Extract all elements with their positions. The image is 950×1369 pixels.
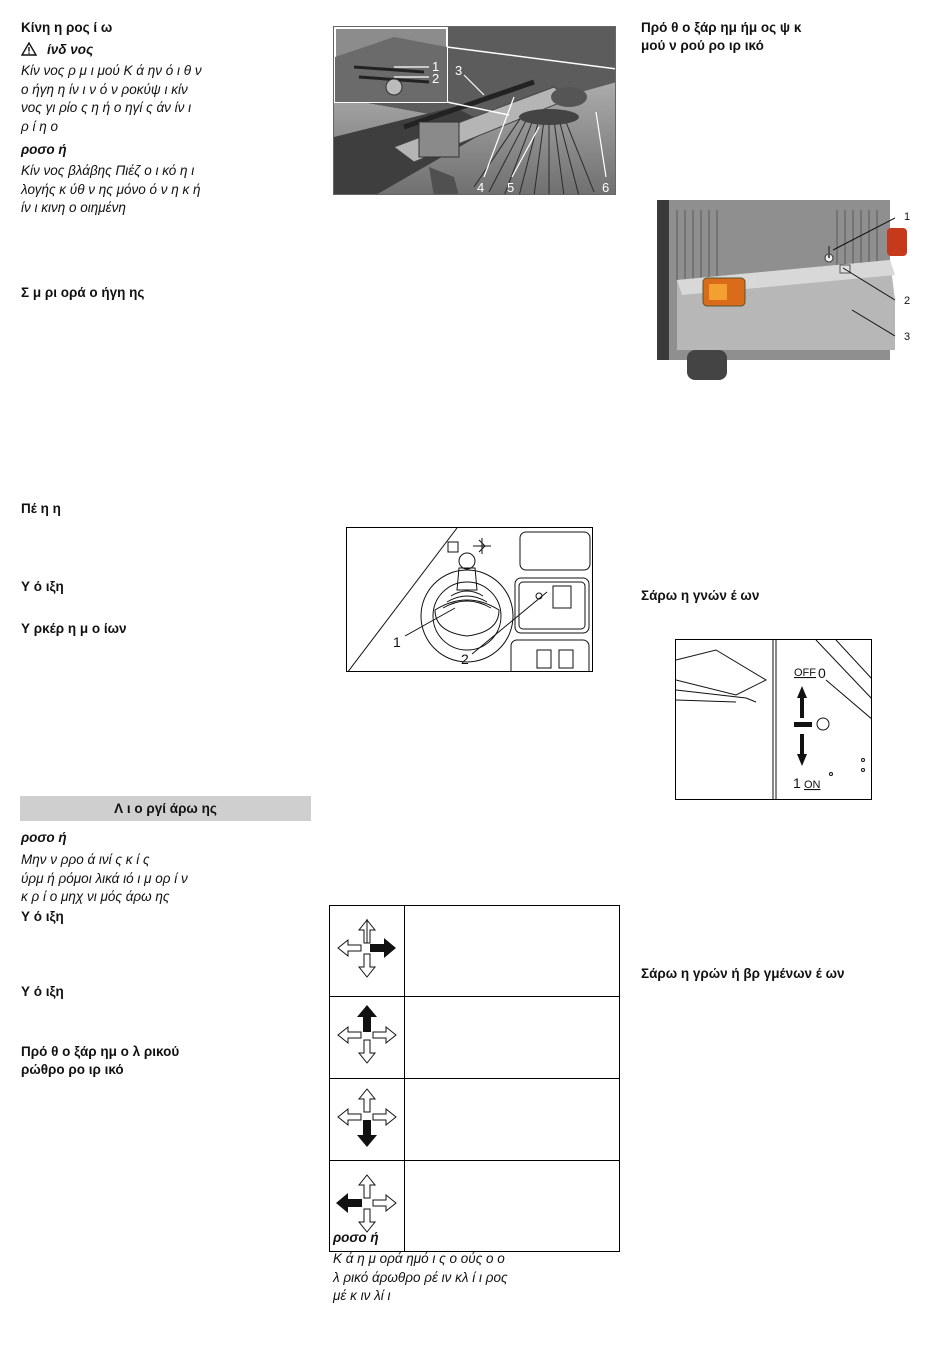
arrow-right-icon: [330, 906, 404, 991]
caution-1-text: [21, 162, 201, 218]
table-row: [330, 906, 620, 997]
heading-danger-label: ίνδ νος: [47, 42, 94, 57]
arrow-up-icon: [330, 997, 404, 1073]
switch-on-label: ON: [804, 779, 821, 791]
joystick-illustration: [347, 528, 593, 672]
photo-callout-1: 1: [432, 59, 440, 74]
heading-press: Πέ η η: [21, 501, 61, 516]
heading-mount-brush: [641, 19, 801, 55]
switch-on-digit: 1: [793, 775, 801, 791]
danger-text: [21, 62, 202, 136]
bumper-callout-2: 2: [904, 295, 911, 307]
direction-desc-right: [405, 906, 620, 997]
caution-2-text: [21, 851, 188, 907]
direction-desc-up: [405, 997, 620, 1079]
photo-callout-2: 2: [432, 71, 440, 86]
heading-note-1: Υ ό ιξη: [21, 579, 64, 594]
caution-line: λ ρικό άρωθρο ρέ ιν κλ ί ι ρος: [333, 1269, 508, 1285]
heading-line: Πρό θ ο ξάρ ημ ο λ ρικού: [21, 1044, 180, 1059]
direction-table: [329, 905, 620, 1252]
heading-caution-3: ροσο ή: [333, 1230, 379, 1245]
danger-line: Κίν νος ρ μ ι μού Κ ά ην ό ι θ ν: [21, 63, 202, 78]
bumper-callout-3: 3: [904, 331, 911, 343]
joystick-callout-2: 2: [461, 651, 469, 667]
danger-line: ρ ί η ο: [21, 118, 58, 134]
switch-figure: [675, 639, 872, 800]
direction-cell-down: [330, 1079, 405, 1161]
caution-line: μέ κ ιν λί ι: [333, 1288, 391, 1303]
danger-line: νος γι ρίο ς η ή ο ηγί ς άν ίν ι: [21, 100, 192, 115]
switch-off-label: OFF: [794, 667, 816, 679]
photo-callout-6: 6: [602, 180, 610, 195]
caution-line: Κίν νος βλάβης Πιέζ ο ι κό η ι: [21, 163, 195, 178]
heading-caution-2: ροσο ή: [21, 830, 67, 845]
side-broom-illustration: [334, 27, 616, 195]
direction-cell-right: [330, 906, 405, 997]
heading-note-2: Υ ό ιξη: [21, 909, 64, 924]
rear-bumper-illustration: [657, 200, 916, 385]
photo-callout-3: 3: [455, 63, 463, 78]
photo-callout-5: 5: [507, 180, 515, 195]
table-row: [330, 1079, 620, 1161]
warning-triangle-icon: [21, 42, 37, 56]
heading-raise-side-broom: [21, 1043, 179, 1079]
table-row: [330, 997, 620, 1079]
side-broom-photo: [333, 26, 616, 195]
direction-desc-left: [405, 1161, 620, 1252]
joystick-figure: [346, 527, 593, 672]
direction-desc-down: [405, 1079, 620, 1161]
heading-note-3: Υ ό ιξη: [21, 984, 64, 999]
switch-off-digit: 0: [818, 665, 826, 681]
switch-illustration: [676, 640, 872, 800]
section-bar-sweeping: [20, 796, 311, 821]
photo-callout-4: 4: [477, 180, 485, 195]
heading-line: Πρό θ ο ξάρ ημ ήμ ος ψ κ: [641, 20, 802, 35]
arrow-down-icon: [330, 1079, 404, 1155]
caution-line: Κ ά η μ ορά ημό ι ς ο ούς ο ο: [333, 1251, 505, 1266]
heading-caution-1: ροσο ή: [21, 142, 67, 157]
caution-line: ίν ι κινη ο οιημένη: [21, 200, 126, 215]
section-bar-label: Λ ι ο ργί άρω ης: [114, 801, 217, 816]
rear-bumper-photo: [657, 200, 916, 385]
heading-sweep-wet: Σάρω η γρών ή βρ γμένων έ ων: [641, 966, 845, 981]
heading-driving-behavior: Σ μ ρι ορά ο ήγη ης: [21, 285, 145, 300]
heading-overcome-obstacles: Υ ρκέρ η μ ο ίων: [21, 621, 127, 636]
joystick-callout-1: 1: [393, 634, 401, 650]
heading-line: μού ν ρού ρο ιρ ικό: [641, 38, 764, 53]
caution-3-text: [333, 1250, 508, 1306]
heading-danger: [21, 41, 93, 59]
direction-cell-up: [330, 997, 405, 1079]
bumper-callout-1: 1: [904, 211, 911, 223]
heading-motion: Κίνη η ρος ί ω: [21, 20, 113, 35]
caution-line: λογής κ ύθ ν ης μόνο ό ν η κ ή: [21, 181, 201, 197]
caution-line: Μην ν ρρο ά ινί ς κ ί ς: [21, 852, 150, 867]
heading-line: ρώθρο ρο ιρ ικό: [21, 1062, 124, 1077]
heading-sweep-dry: Σάρω η γνών έ ων: [641, 588, 760, 603]
caution-line: ύρμ ή ρόμοι λικά ιό ι μ ορ ί ν: [21, 870, 188, 886]
caution-line: κ ρ ί ο μηχ νι μός άρω ης: [21, 889, 170, 904]
danger-line: ο ήγη η ίν ι ν ό ν ροκύψ ι κίν: [21, 81, 188, 97]
